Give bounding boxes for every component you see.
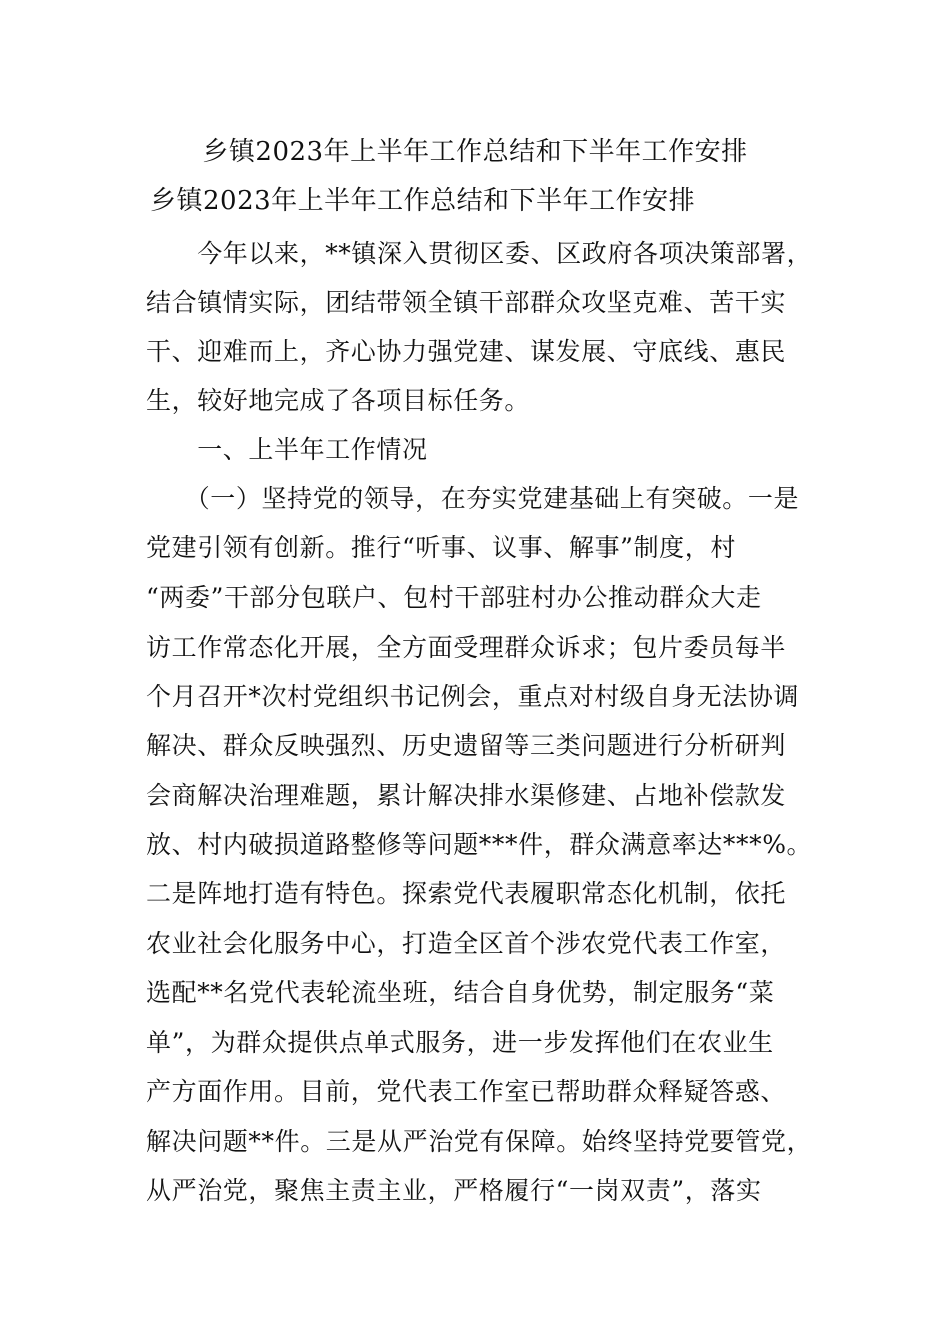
body-line: 解决问题**件。三是从严治党有保障。始终坚持党要管党， (146, 1127, 813, 1156)
body-line: 干、迎难而上，齐心协力强党建、谋发展、守底线、惠民 (146, 337, 787, 366)
body-line: “两委”干部分包联户、包村干部驻村办公推动群众大走 (146, 583, 762, 612)
body-line: 放、村内破损道路整修等问题***件，群众满意率达***%。 (146, 830, 813, 859)
document-title: 乡镇2023年上半年工作总结和下半年工作安排 (202, 137, 748, 167)
section-heading: 一、上半年工作情况 (146, 435, 428, 464)
body-line: 二是阵地打造有特色。探索党代表履职常态化机制，依托 (146, 879, 787, 908)
body-line: 从严治党，聚焦主责主业，严格履行“一岗双责”，落实 (146, 1176, 762, 1205)
body-line: 单”，为群众提供点单式服务，进一步发挥他们在农业生 (146, 1028, 774, 1057)
body-line: 生，较好地完成了各项目标任务。 (146, 386, 531, 415)
body-line: 结合镇情实际，团结带领全镇干部群众攻坚克难、苦干实 (146, 288, 787, 317)
body-line: 访工作常态化开展，全方面受理群众诉求；包片委员每半 (146, 633, 787, 662)
body-line: （一）坚持党的领导，在夯实党建基础上有突破。一是 (146, 484, 800, 513)
body-line: 今年以来，**镇深入贯彻区委、区政府各项决策部署， (146, 239, 813, 268)
body-line: 会商解决治理难题，累计解决排水渠修建、占地补偿款发 (146, 781, 787, 810)
body-line: 解决、群众反映强烈、历史遗留等三类问题进行分析研判 (146, 731, 787, 760)
body-line: 选配**名党代表轮流坐班，结合自身优势，制定服务“菜 (146, 978, 775, 1007)
document-subtitle: 乡镇2023年上半年工作总结和下半年工作安排 (150, 186, 696, 216)
body-line: 产方面作用。目前，党代表工作室已帮助群众释疑答惑、 (146, 1077, 787, 1106)
body-line: 个月召开*次村党组织书记例会，重点对村级自身无法协调 (146, 682, 800, 711)
body-line: 农业社会化服务中心，打造全区首个涉农党代表工作室， (146, 929, 787, 958)
body-line: 党建引领有创新。推行“听事、议事、解事”制度，村 (146, 533, 736, 562)
